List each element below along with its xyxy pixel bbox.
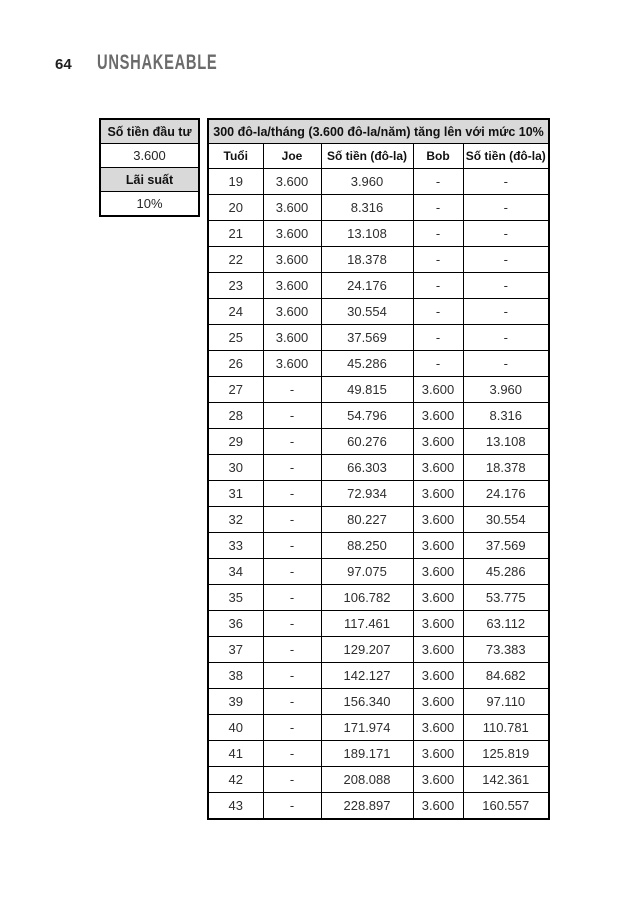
table-row xyxy=(208,221,549,247)
table-cell: 13.108 xyxy=(463,429,549,455)
table-cell: 3.600 xyxy=(263,299,321,325)
table-row xyxy=(208,403,549,429)
table-cell: - xyxy=(263,481,321,507)
table-cell: 142.127 xyxy=(321,663,413,689)
table-cell: 3.600 xyxy=(413,637,463,663)
table-cell: 63.112 xyxy=(463,611,549,637)
table-cell: 3.600 xyxy=(413,663,463,689)
column-header: Tuổi xyxy=(208,144,263,169)
table-cell: 3.600 xyxy=(413,481,463,507)
table-cell: 37.569 xyxy=(463,533,549,559)
table-cell: - xyxy=(263,507,321,533)
table-cell: - xyxy=(463,169,549,195)
param-label: Lãi suất xyxy=(100,168,199,192)
table-cell: 125.819 xyxy=(463,741,549,767)
table-cell: 29 xyxy=(208,429,263,455)
table-cell: 80.227 xyxy=(321,507,413,533)
table-cell: - xyxy=(463,195,549,221)
table-row xyxy=(208,533,549,559)
table-cell: 24.176 xyxy=(463,481,549,507)
table-cell: 18.378 xyxy=(463,455,549,481)
table-row xyxy=(208,299,549,325)
table-cell: 30.554 xyxy=(321,299,413,325)
table-cell: 106.782 xyxy=(321,585,413,611)
table-cell: 3.600 xyxy=(413,533,463,559)
table-cell: - xyxy=(263,689,321,715)
table-cell: - xyxy=(413,325,463,351)
table-cell: 171.974 xyxy=(321,715,413,741)
table-cell: - xyxy=(263,767,321,793)
table-cell: 3.600 xyxy=(413,741,463,767)
table-cell: - xyxy=(263,403,321,429)
param-value: 10% xyxy=(100,192,199,217)
table-cell: 3.600 xyxy=(413,585,463,611)
table-cell: 3.600 xyxy=(413,611,463,637)
table-cell: 208.088 xyxy=(321,767,413,793)
table-cell: 22 xyxy=(208,247,263,273)
table-cell: - xyxy=(263,793,321,820)
table-cell: 37 xyxy=(208,637,263,663)
table-row xyxy=(208,195,549,221)
table-cell: - xyxy=(463,221,549,247)
table-cell: 110.781 xyxy=(463,715,549,741)
table-cell: - xyxy=(263,663,321,689)
column-header: Số tiền (đô-la) xyxy=(321,144,413,169)
table-cell: 43 xyxy=(208,793,263,820)
table-cell: 20 xyxy=(208,195,263,221)
table-row xyxy=(208,377,549,403)
table-cell: 3.600 xyxy=(263,221,321,247)
table-cell: - xyxy=(463,299,549,325)
table-row xyxy=(208,715,549,741)
table-cell: 73.383 xyxy=(463,637,549,663)
table-cell: - xyxy=(413,247,463,273)
table-cell: - xyxy=(263,715,321,741)
table-cell: 3.600 xyxy=(263,351,321,377)
table-cell: 3.600 xyxy=(263,325,321,351)
table-row xyxy=(208,585,549,611)
table-cell: 189.171 xyxy=(321,741,413,767)
table-cell: 3.600 xyxy=(413,377,463,403)
param-row xyxy=(100,168,199,192)
table-cell: 3.600 xyxy=(413,689,463,715)
table-cell: 30.554 xyxy=(463,507,549,533)
table-cell: 36 xyxy=(208,611,263,637)
table-row xyxy=(208,689,549,715)
book-title: UNSHAKEABLE xyxy=(96,51,218,74)
investment-params-table xyxy=(99,118,200,217)
table-cell: 23 xyxy=(208,273,263,299)
page-header xyxy=(55,51,269,75)
table-cell: - xyxy=(263,585,321,611)
table-row xyxy=(208,455,549,481)
page-number: 64 xyxy=(55,56,72,73)
table-cell: 3.600 xyxy=(413,715,463,741)
table-cell: 35 xyxy=(208,585,263,611)
table-row xyxy=(208,481,549,507)
table-cell: - xyxy=(263,637,321,663)
table-cell: 41 xyxy=(208,741,263,767)
table-cell: 34 xyxy=(208,559,263,585)
table-cell: 97.075 xyxy=(321,559,413,585)
table-row xyxy=(208,169,549,195)
table-row xyxy=(208,351,549,377)
table-cell: - xyxy=(263,429,321,455)
column-header-row xyxy=(208,144,549,169)
column-header: Số tiền (đô-la) xyxy=(463,144,549,169)
table-cell: 30 xyxy=(208,455,263,481)
table-cell: 8.316 xyxy=(321,195,413,221)
table-cell: - xyxy=(263,611,321,637)
table-cell: 66.303 xyxy=(321,455,413,481)
table-cell: - xyxy=(463,273,549,299)
table-row xyxy=(208,507,549,533)
table-row xyxy=(208,637,549,663)
table-cell: 3.600 xyxy=(413,767,463,793)
table-cell: 60.276 xyxy=(321,429,413,455)
table-cell: 28 xyxy=(208,403,263,429)
table-cell: - xyxy=(413,299,463,325)
table-cell: - xyxy=(463,351,549,377)
table-cell: 21 xyxy=(208,221,263,247)
param-row xyxy=(100,119,199,144)
table-cell: 49.815 xyxy=(321,377,413,403)
table-row xyxy=(208,559,549,585)
table-cell: 3.600 xyxy=(413,793,463,820)
table-cell: 19 xyxy=(208,169,263,195)
table-cell: 53.775 xyxy=(463,585,549,611)
table-row xyxy=(208,741,549,767)
table-title-row xyxy=(208,119,549,144)
table-cell: - xyxy=(413,195,463,221)
table-cell: 88.250 xyxy=(321,533,413,559)
table-cell: 37.569 xyxy=(321,325,413,351)
table-cell: 3.600 xyxy=(413,559,463,585)
table-cell: 3.600 xyxy=(263,195,321,221)
table-cell: 156.340 xyxy=(321,689,413,715)
table-row xyxy=(208,611,549,637)
column-header: Joe xyxy=(263,144,321,169)
table-cell: 13.108 xyxy=(321,221,413,247)
table-cell: 8.316 xyxy=(463,403,549,429)
table-cell: 3.600 xyxy=(263,247,321,273)
table-cell: 25 xyxy=(208,325,263,351)
table-cell: 228.897 xyxy=(321,793,413,820)
table-cell: - xyxy=(463,325,549,351)
table-cell: - xyxy=(463,247,549,273)
table-row xyxy=(208,767,549,793)
table-cell: 18.378 xyxy=(321,247,413,273)
table-title: 300 đô-la/tháng (3.600 đô-la/năm) tăng lên với mức 10% xyxy=(208,119,549,144)
table-cell: - xyxy=(263,741,321,767)
table-cell: 117.461 xyxy=(321,611,413,637)
column-header: Bob xyxy=(413,144,463,169)
table-cell: - xyxy=(413,351,463,377)
table-cell: 3.600 xyxy=(413,507,463,533)
compound-growth-table xyxy=(207,118,550,820)
table-cell: 45.286 xyxy=(321,351,413,377)
table-row xyxy=(208,273,549,299)
table-row xyxy=(208,663,549,689)
table-cell: 54.796 xyxy=(321,403,413,429)
table-cell: 3.960 xyxy=(321,169,413,195)
table-cell: 129.207 xyxy=(321,637,413,663)
table-cell: - xyxy=(263,377,321,403)
table-row xyxy=(208,793,549,820)
table-row xyxy=(208,429,549,455)
table-cell: - xyxy=(263,455,321,481)
table-cell: 39 xyxy=(208,689,263,715)
table-cell: 31 xyxy=(208,481,263,507)
table-cell: 3.600 xyxy=(413,429,463,455)
table-cell: - xyxy=(263,533,321,559)
table-cell: 27 xyxy=(208,377,263,403)
table-cell: 97.110 xyxy=(463,689,549,715)
param-label: Số tiền đầu tư xyxy=(100,119,199,144)
param-row xyxy=(100,192,199,217)
table-cell: - xyxy=(413,169,463,195)
param-row xyxy=(100,144,199,168)
table-cell: 33 xyxy=(208,533,263,559)
table-cell: 3.600 xyxy=(263,273,321,299)
table-cell: 32 xyxy=(208,507,263,533)
table-cell: 24.176 xyxy=(321,273,413,299)
table-cell: 42 xyxy=(208,767,263,793)
table-row xyxy=(208,247,549,273)
table-cell: 72.934 xyxy=(321,481,413,507)
table-cell: 38 xyxy=(208,663,263,689)
table-cell: 40 xyxy=(208,715,263,741)
param-value: 3.600 xyxy=(100,144,199,168)
table-cell: - xyxy=(413,273,463,299)
table-cell: 84.682 xyxy=(463,663,549,689)
table-cell: - xyxy=(413,221,463,247)
table-cell: 3.960 xyxy=(463,377,549,403)
table-cell: 3.600 xyxy=(413,403,463,429)
table-cell: 24 xyxy=(208,299,263,325)
table-row xyxy=(208,325,549,351)
table-cell: 45.286 xyxy=(463,559,549,585)
table-cell: 3.600 xyxy=(413,455,463,481)
table-cell: 26 xyxy=(208,351,263,377)
table-cell: 160.557 xyxy=(463,793,549,820)
table-cell: 3.600 xyxy=(263,169,321,195)
table-cell: 142.361 xyxy=(463,767,549,793)
table-cell: - xyxy=(263,559,321,585)
